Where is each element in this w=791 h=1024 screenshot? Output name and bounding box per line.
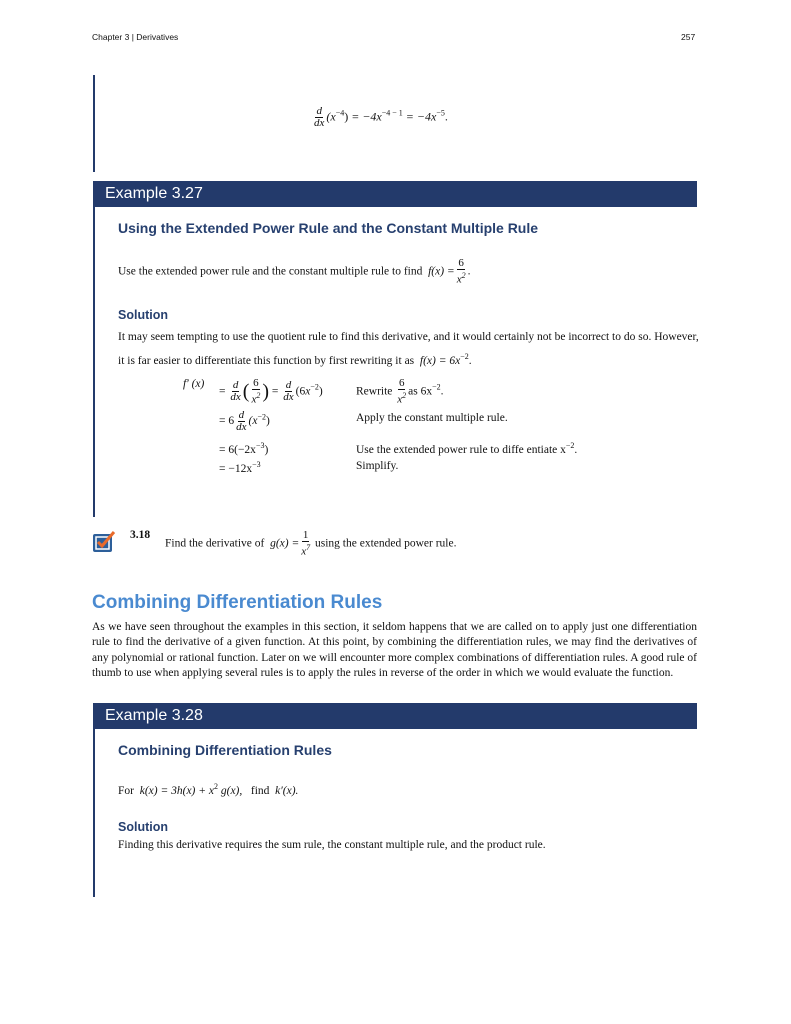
section-body: As we have seen throughout the examples in this section, it seldom happens that we are called on to apply just one differentiation rule to find the derivative of a given function. At this point, by combining the differentiation rules, we may find the derivatives of any polynomial or rational function. Later on we will encounter more complex combinations of differentiation rules. A good rule of thumb to use when applying several rules is to apply the rules in reverse of the order in which we would evaluate the function. <box>92 621 697 679</box>
left-rule <box>93 75 95 172</box>
step-2: = 6 $\frac{d}{dx}$ $(x^{-2})$ Apply the constant multiple rule. <box>219 409 508 433</box>
example-title: Using the Extended Power Rule and the Constant Multiple Rule <box>118 220 539 236</box>
checkpoint-text: Find the derivative of g(x) = $\frac{1}{x^7}$ using the extended power rule. <box>165 529 457 558</box>
example-title: Combining Differentiation Rules <box>118 742 332 758</box>
solution-text: It may seem tempting to use the quotient rule to find this derivative, and it would certainly not be incorrect to do so. However, it is far easier to differentiate this function by first rewriting it as $f(x) = 6x^{-2}$. <box>118 331 699 367</box>
left-rule <box>93 207 95 517</box>
page-number: 257 <box>681 32 696 42</box>
top-equation: $\frac{d}{dx}$ $(x^{-4}) = -4x^{-4 - 1} = -4x^{-5}$. <box>314 105 448 129</box>
step-3: = $6(-2x^{-3})$ Use the extended power rule to diffe entiate $x^{-2}$. <box>219 441 578 456</box>
left-rule <box>93 729 95 897</box>
step-1: f′ (x) = $\frac{d}{dx}$ ( $\frac{6}{x^2}$ ) = $\frac{d}{dx}$ $(6x^{-2})$ Rewrite $\frac{6}{x^2}$ as $6x^{-2}$. <box>183 377 444 406</box>
section-title: Combining Differentiation Rules <box>92 592 383 613</box>
checkpoint-icon <box>92 530 114 552</box>
solution-label: Solution <box>118 820 168 834</box>
step-4: = $-12x^{-3}$ Simplify. <box>219 460 399 475</box>
checkpoint-number: 3.18 <box>130 529 151 541</box>
example-prompt: For $k(x) = 3h(x) + x^2$ g(x), find k′(x). <box>118 782 299 797</box>
solution-label: Solution <box>118 308 168 322</box>
solution-text: Finding this derivative requires the sum rule, the constant multiple rule, and the product rule. <box>118 839 546 851</box>
chapter-header: Chapter 3 | Derivatives <box>92 32 179 42</box>
example-header: Example 3.27 <box>93 181 697 207</box>
example-prompt: Use the extended power rule and the constant multiple rule to find f(x) = $\frac{6}{x^2}$ . <box>118 257 471 286</box>
example-header: Example 3.28 <box>93 703 697 729</box>
